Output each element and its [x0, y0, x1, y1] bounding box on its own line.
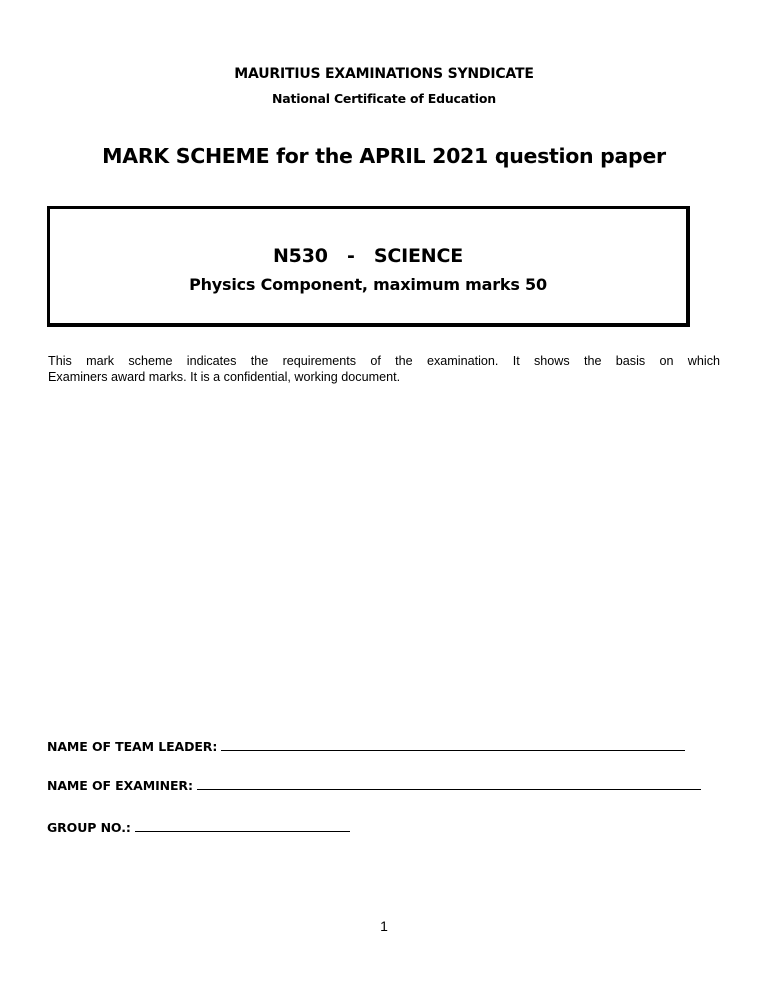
certificate-name: National Certificate of Education	[272, 91, 496, 106]
intro-line-2: Examiners award marks. It is a confidential, working document.	[48, 369, 401, 384]
subject-code: N530 - SCIENCE	[272, 245, 464, 267]
group-field	[47, 818, 350, 835]
intro-paragraph	[48, 354, 720, 385]
page-number: 1	[380, 918, 388, 934]
examiner-blank[interactable]	[197, 776, 701, 790]
group-blank[interactable]	[135, 818, 350, 832]
subject-box	[47, 206, 690, 327]
intro-line-1: This mark scheme indicates the requirements of the examination. It shows the basis on which	[48, 354, 720, 368]
team-leader-blank[interactable]	[221, 737, 685, 751]
examiner-field	[47, 776, 701, 793]
team-leader-field	[47, 737, 685, 754]
group-label: GROUP NO.:	[47, 820, 131, 835]
examiner-label: NAME OF EXAMINER:	[47, 778, 193, 793]
subject-component: Physics Component, maximum marks 50	[189, 275, 547, 294]
organization-name: MAURITIUS EXAMINATIONS SYNDICATE	[234, 66, 534, 82]
document-title: MARK SCHEME for the APRIL 2021 question paper	[102, 144, 666, 168]
team-leader-label: NAME OF TEAM LEADER:	[47, 739, 218, 754]
